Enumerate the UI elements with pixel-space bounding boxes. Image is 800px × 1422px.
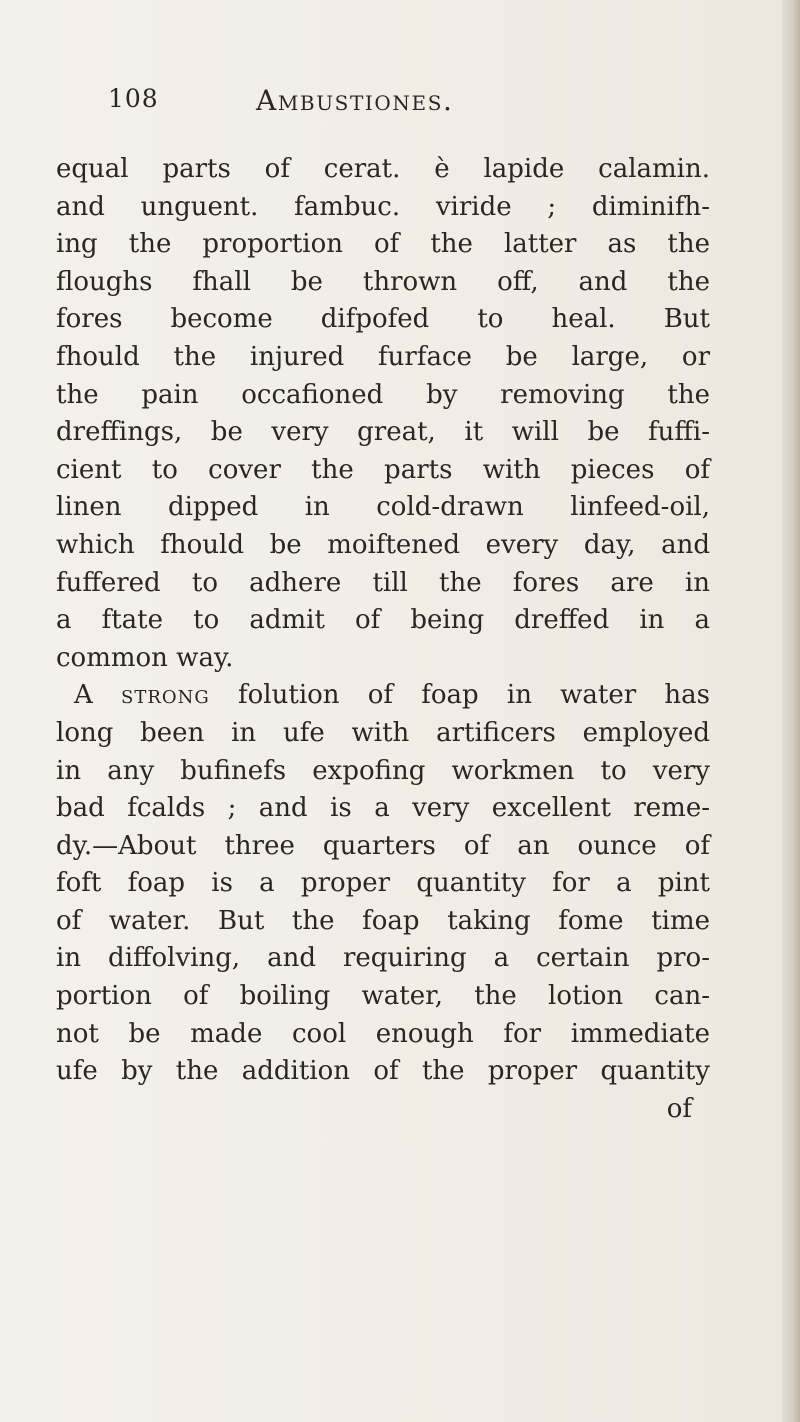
body-text bbox=[56, 151, 710, 1128]
text-line: of water. But the foap taking fome time bbox=[56, 905, 710, 936]
text-line: cient to cover the parts with pieces of bbox=[56, 454, 710, 485]
text-line: long been in ufe with artificers employed bbox=[56, 717, 710, 748]
text-line: in diffolving, and requiring a certain pro- bbox=[56, 943, 710, 974]
running-head: Ambustiones. bbox=[256, 84, 454, 117]
text-line: fhould the injured furface be large, or bbox=[56, 341, 710, 372]
text-line: floughs fhall be thrown off, and the bbox=[56, 266, 710, 297]
opening-line-rest: folution of foap in water has bbox=[238, 680, 711, 711]
text-line: dreffings, be very great, it will be fuffi- bbox=[56, 417, 710, 448]
paragraph-opening-line bbox=[56, 677, 710, 715]
opening-word: A bbox=[74, 680, 93, 711]
catchword: of bbox=[666, 1093, 692, 1124]
text-line: ing the proportion of the latter as the bbox=[56, 229, 710, 260]
text-line: in any bufinefs expofing workmen to very bbox=[56, 755, 710, 786]
small-caps-word: strong bbox=[121, 680, 210, 711]
page-number: 108 bbox=[108, 84, 159, 113]
text-line: fuffered to adhere till the fores are in bbox=[56, 567, 710, 598]
paragraph-1 bbox=[56, 151, 710, 677]
page-header bbox=[108, 74, 708, 132]
text-line: ufe by the addition of the proper quantity bbox=[56, 1056, 710, 1087]
text-line: the pain occafioned by removing the bbox=[56, 379, 710, 410]
text-line: linen dipped in cold-drawn linfeed-oil, bbox=[56, 492, 710, 523]
paragraph-2 bbox=[56, 677, 710, 1091]
text-line: which fhould be moiftened every day, and bbox=[56, 529, 710, 560]
text-line: equal parts of cerat. è lapide calamin. bbox=[56, 154, 710, 184]
text-line: common way. bbox=[56, 642, 234, 673]
text-line: fores become difpofed to heal. But bbox=[56, 304, 710, 335]
text-line: dy.—About three quarters of an ounce of bbox=[56, 830, 710, 861]
text-line: and unguent. fambuc. viride ; diminifh- bbox=[56, 191, 710, 222]
text-line: foft foap is a proper quantity for a pint bbox=[56, 868, 710, 899]
text-line: bad fcalds ; and is a very excellent reme- bbox=[56, 793, 710, 824]
text-line: a ftate to admit of being dreffed in a bbox=[56, 605, 710, 636]
page-edge bbox=[782, 0, 800, 1422]
text-line: portion of boiling water, the lotion can- bbox=[56, 981, 710, 1012]
text-line: not be made cool enough for immediate bbox=[56, 1018, 710, 1049]
